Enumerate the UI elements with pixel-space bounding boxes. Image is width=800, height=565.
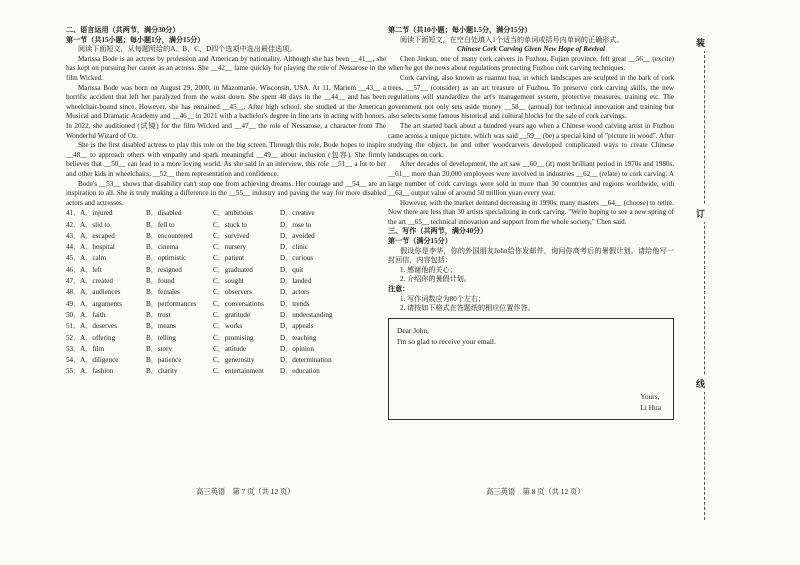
instruction: 阅读下面短文，在空白处填入1个适当的单词或括号内单词的正确形式。 [400,35,624,44]
option-row: 44．A．hospital B．cinema C．nursery D．clinic [66,243,308,252]
passage-paragraph: Chen Jinkun, one of many cork carvers in Fuzhou, Fujian province, felt great __56__ (excite) when he got the news about regulations protecting Fuzhou cork carving techniques. [388,54,674,73]
section-heading: 二、语言运用（共两节，满分30分） [66,26,180,34]
passage-paragraph: Bode's __53__ shows that disability can't stop one from achieving dreams. Her courage and __54__ are an inspiration to all. She is truly making a difference in the __55__ industry and paving the way for more disabled actors and actresses. [66,179,386,207]
option-row: 45．A．calm B．optimistic C．patient D．curious [66,254,314,263]
instruction: 阅读下面短文，从每题所给的A、B、C、D四个选项中选出最佳选项。 [78,45,297,54]
passage-paragraph: Cork carving, also known as ruanmu hua, in which landscapes are sculpted in the bark of cork trees, __57__ (consider) as an art treasure of Fuzhou. To preserve cork carving skills, the new regulations will standardize the art's management system, protective measures, training etc. The government not only sets aside money __58__ (annual) for technical innovation and training but also selects some famous historical and cultural blocks for the sale of cork carvings. [388,73,674,121]
letter-name: Li Hua [640,402,661,412]
passage-paragraph: She is the first disabled actress to play this role on the big screen. Through this role, Bode hopes to inspire __48__ to approach others with empathy and spark meaningful __49__ about inclusion (包容). She firmly believes that __50__ can lead to a more loving world. As she said in an interview, this role __51__ a lot to her and other kids in wheelchairs, __52__ them representation and confidence. [66,141,386,178]
option-row: 48．A．audiences B．females C．observers D．actors [66,288,310,297]
option-row: 43．A．escaped B．encountered C．survived D．avoided [66,231,315,240]
part-heading: 第一节（满分15分） [388,237,452,246]
options-list [66,209,386,378]
binding-char: 线 [696,375,705,392]
letter-signature [640,391,661,413]
note-heading: 注意： [388,285,410,294]
binding-line [704,40,705,520]
passage-title: Chinese Cork Carving Given New Hope of Revival [457,45,605,54]
option-row: 47．A．created B．found C．sought D．landed [66,277,312,286]
part-heading: 第一节（共15小题；每小题1分，满分15分） [66,35,205,44]
passage-paragraph: After decades of development, the art saw __60__ (it) most brilliant period in 1970s and 1980s, __61__ more than 20,000 employees were involved in industries __62__ (relate) to cork carving. A large number of cork carvings were sold in more than 30 countries and regions worldwide, with __63__ output value of around 50 million yuan every year. [388,160,674,198]
section-heading: 三、写作（共两节，满分40分） [388,227,488,236]
task-point: 1. 感谢他的关心； [400,265,457,274]
letter-closing: Yours, [640,391,660,401]
passage-paragraph: Marissa Bode is an actress by profession and American by nationality. Although she has been __41__, she has kept on pursuing her career as an actress. She __42__ fame quickly for playing the role of Nessarose in the film Wicked. [66,54,386,82]
task-point: 2. 介绍你的暑假计划。 [400,275,471,284]
letter-box [388,318,674,420]
option-row: 49．A．arguments B．performances C．conversations D．trends [66,299,310,308]
option-row: 41．A．injured B．disabled C．ambitious D．creative [66,209,315,218]
page-8 [388,26,674,420]
passage-paragraph: The art started back about a hundred years ago when a Chinese wood carving artist in Fuzhou came across a unique picture, which was said __59__ (be) a special kind of "picture in wood". After studying the object, he and other woodcarvers developed complicated ways to create Chinese landscapes on cork. [388,121,674,159]
option-row: 46．A．left B．resigned C．graduated D．quit [66,265,304,274]
binding-char: 装 [696,34,705,51]
option-row: 55．A．fashion B．charity C．entertainment D．education [66,367,320,376]
letter-opening: I'm so glad to receive your email. [397,336,496,346]
page-footer-left: 高三英语 第 7 页（共 12 页） [196,487,295,496]
binding-char: 订 [696,205,705,222]
page-footer-right: 高三英语 第 8 页（共 12 页） [486,487,585,496]
option-row: 52．A．offering B．telling C．promising D．teaching [66,333,317,342]
letter-greeting: Dear John, [397,325,430,335]
passage-paragraph: However, with the market demand decreasing in 1990s, many masters __64__ (choose) to retire. Now there are less than 30 artists specializing in cork carving. "We're hoping to see a new spring of the art __65__ technical innovation and support from the whole society," Chen said. [388,198,674,226]
binding-margin [690,0,720,565]
option-row: 54．A．diligence B．patience C．generosity D．determination [66,356,332,365]
note-item: 1. 写作词数应为80个左右； [400,294,486,303]
part-heading: 第二节（共10小题；每小题1.5分，满分15分） [388,26,532,34]
writing-task: 假设你是李华，你的外国朋友John给你发邮件，询问你高考后的暑假计划。请给他写一封回信，内容包括： [388,246,674,265]
option-row: 42．A．slid to B．fell to C．stuck to D．rose to [66,220,312,229]
passage-paragraph: Marissa Bode was born on August 29, 2000, in Mazomanie, Wisconsin, USA. At 11, Mariem __43__ a horrific accident that left her paralyzed from the waist down. She spent 48 days in the __44__ and has been wheelchair-bound since. However, she has remained __45__. After high school, she studied at the American Musical and Dramatic Academy and __46__ in 2021 with a bachelor's degree in fine arts in acting with honors. In 2022, she auditioned (试镜) for the film Wicked and __47__ the role of Nessarose, a character from The Wonderful Wizard of Oz. [66,83,386,140]
option-row: 53．A．film B．story C．attitude D．opinion [66,344,314,353]
note-item: 2. 请按如下格式在答题纸的相应位置作答。 [400,304,535,313]
option-row: 50．A．faith B．trust C．gratitude D．understanding [66,310,333,319]
page-7 [66,26,386,379]
option-row: 51．A．deserves B．means C．works D．appeals [66,322,314,331]
